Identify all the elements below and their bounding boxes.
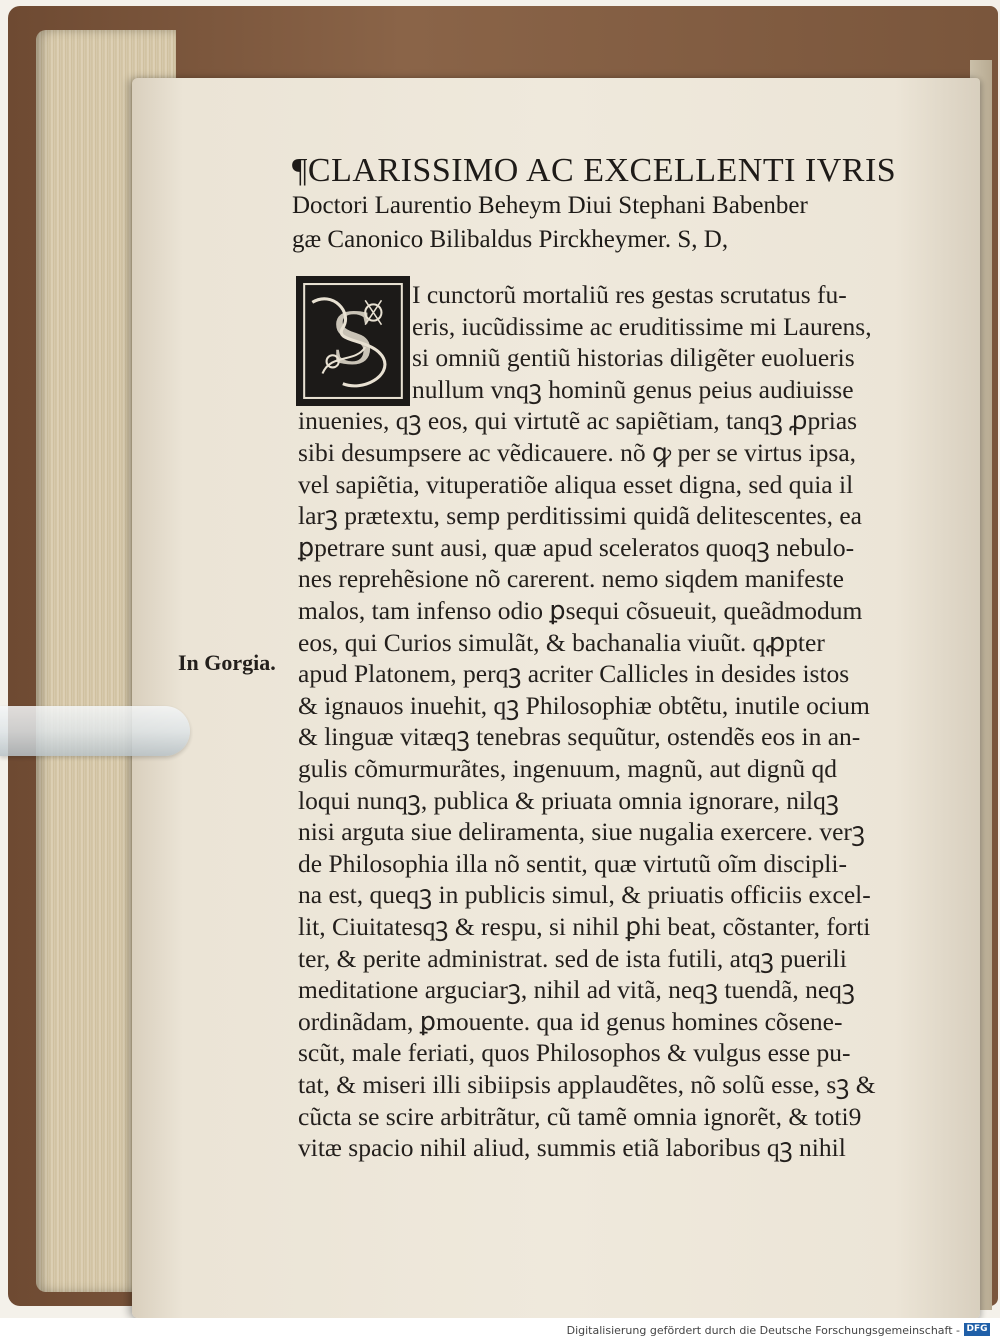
heading-line-3: gæ Canonico Bilibaldus Pirckheymer. S, D, bbox=[292, 226, 729, 253]
body-line: scũt, male feriati, quos Philosophos & vulgus esse pu- bbox=[298, 1038, 851, 1068]
body-line: ter, & perite administrat. sed de ista futili, atqꝫ puerili bbox=[298, 943, 847, 973]
page-clip bbox=[0, 706, 190, 756]
body-line: sibi desumpsere ac vẽdicauere. nõ ꝙ per se virtus ipsa, bbox=[298, 438, 857, 467]
body-line: malos, tam infenso odio ꝑsequi cõsueuit, queãdmodum bbox=[298, 596, 863, 625]
body-line: cũcta se scire arbitrãtur, cũ tamẽ omnia ignorẽt, & toti9 bbox=[298, 1101, 862, 1131]
body-line: ꝑpetrare sunt ausi, quæ apud sceleratos quoqꝫ nebulo- bbox=[298, 532, 855, 562]
footer-credit: Digitalisierung gefördert durch die Deutsche Forschungsgemeinschaft - bbox=[566, 1324, 960, 1337]
body-line: & linguæ vitæqꝫ tenebras sequũtur, ostendẽs eos in an- bbox=[298, 722, 861, 752]
body-line: eris, iucũdissime ac eruditissime mi Laurens, bbox=[412, 311, 872, 341]
dfg-logo-icon: DFG bbox=[964, 1323, 990, 1336]
margin-note: In Gorgia. bbox=[178, 650, 276, 675]
body-line: inuenies, qꝫ eos, qui virtutẽ ac sapiẽtiam, tanqꝫ ꝓprias bbox=[298, 406, 858, 436]
body-line: na est, queqꝫ in publicis simul, & priuatis officiis excel- bbox=[298, 880, 871, 910]
heading-line-2: Doctori Laurentio Beheym Diui Stephani Babenber bbox=[292, 192, 808, 219]
body-line: I cunctorũ mortaliũ res gestas scrutatus fu- bbox=[412, 280, 847, 309]
body-line: ordinãdam, ꝑmouente. qua id genus homines cõsene- bbox=[298, 1006, 843, 1036]
body-line: larꝫ prætextu, semp perditissimi quidã delitescentes, ea bbox=[298, 501, 862, 531]
body-line: gulis cõmurmurãtes, ingenuum, magnũ, aut dignũ qd bbox=[298, 754, 837, 783]
body-line: eos, qui Curios simulãt, & bachanalia viuũt. qꝓpter bbox=[298, 627, 825, 657]
decorated-initial bbox=[296, 276, 410, 406]
body-line: lit, Ciuitatesqꝫ & respu, si nihil ꝑhi beat, cõstanter, forti bbox=[298, 912, 871, 941]
body-line: apud Platonem, perqꝫ acriter Callicles in desides istos bbox=[298, 659, 850, 689]
body-line: tat, & miseri illi sibiipsis applaudẽtes, nõ solũ esse, sꝫ & bbox=[298, 1070, 876, 1099]
body-line: vitæ spacio nihil aliud, summis etiã laboribus qꝫ nihil bbox=[298, 1133, 846, 1163]
svg-text:S: S bbox=[330, 293, 376, 382]
body-line: nisi arguta siue deliramenta, siue nugalia exercere. verꝫ bbox=[298, 817, 865, 847]
body-line: loqui nunqꝫ, publica & priuata omnia ignorare, nilqꝫ bbox=[298, 785, 839, 815]
body-line: nes reprehẽsione nõ carerent. nemo siqdem manifeste bbox=[298, 564, 844, 594]
body-line: vel sapiẽtia, vituperatiõe aliqua esset digna, sed quia il bbox=[298, 469, 854, 499]
body-line: si omniũ gentiũ historias diligẽter euolueris bbox=[412, 343, 855, 373]
initial-ornament-icon bbox=[302, 282, 404, 400]
body-line: de Philosophia illa nõ sentit, quæ virtutũ oĩm discipli- bbox=[298, 848, 847, 878]
body-line: nullum vnqꝫ hominũ genus peius audiuisse bbox=[412, 374, 854, 404]
body-line: & ignauos inuehit, qꝫ Philosophiæ obtẽtu, inutile ocium bbox=[298, 690, 870, 720]
heading-line-1: ¶CLARISSIMO AC EXCELLENTI IVRIS bbox=[292, 152, 897, 189]
body-line: meditatione arguciarꝫ, nihil ad vitã, neqꝫ tuendã, neqꝫ bbox=[298, 975, 855, 1005]
